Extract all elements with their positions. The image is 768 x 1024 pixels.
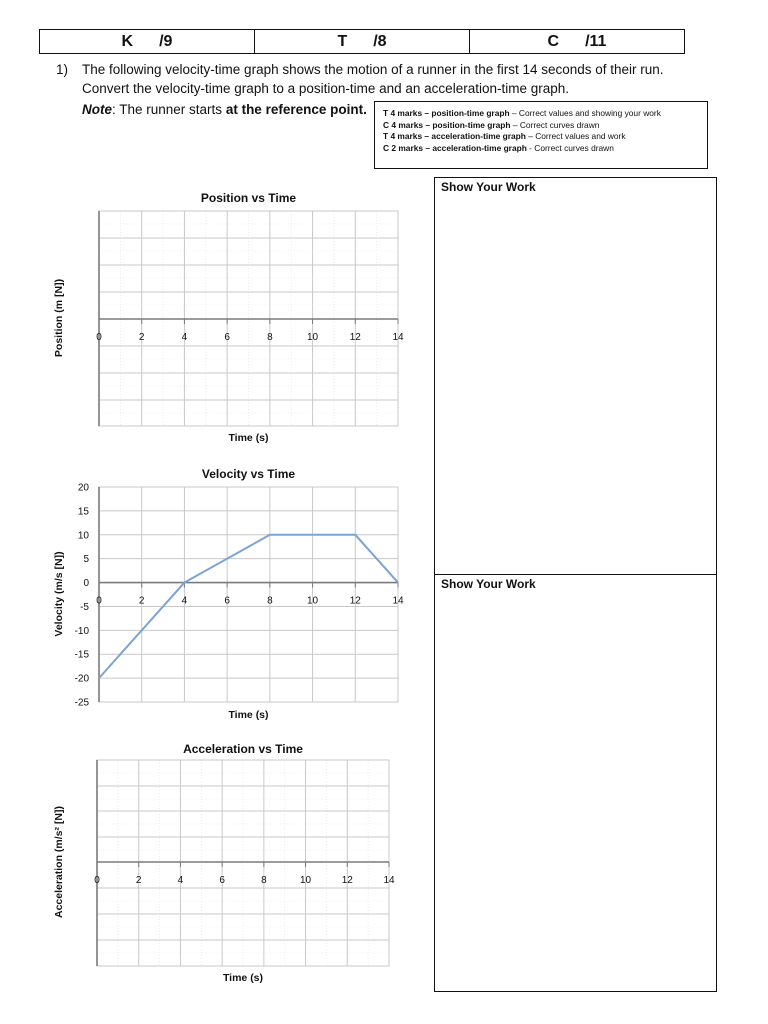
rubric-bold: T 4 marks – acceleration-time graph: [383, 131, 526, 141]
y-axis-label: Acceleration (m/s² [N]): [53, 805, 65, 919]
x-tick-label: 8: [261, 875, 267, 886]
x-tick-label: 10: [300, 875, 312, 886]
y-tick-label: 20: [77, 482, 89, 494]
chart-title: Velocity vs Time: [201, 467, 296, 481]
y-tick-label: 15: [77, 506, 89, 518]
y-tick-label: -15: [74, 649, 89, 661]
x-tick-label: 10: [307, 595, 319, 607]
plot-frame: [99, 487, 398, 702]
x-tick-label: 8: [267, 332, 273, 343]
rubric-text: - Correct curves drawn: [526, 142, 614, 153]
y-tick-label: -5: [80, 601, 89, 613]
x-tick-label: 2: [135, 875, 142, 886]
x-tick-label: 10: [307, 332, 319, 343]
rubric-bold: C 4 marks – position-time graph: [383, 119, 511, 130]
note-bold: at the reference point.: [225, 102, 367, 117]
rubric-text: – Correct values and work: [525, 131, 626, 141]
work-box-label: Show Your Work: [441, 577, 536, 591]
x-tick-label: 0: [94, 875, 100, 886]
rubric-text: – Correct values and showing your work: [509, 108, 661, 118]
y-tick-label: -25: [74, 697, 89, 709]
x-axis-label: Time (s): [222, 972, 264, 984]
x-tick-label: 8: [267, 595, 273, 607]
rubric-text: – Correct curves drawn: [510, 119, 600, 130]
y-tick-label: -20: [74, 673, 89, 685]
marks-c-letter: C: [547, 32, 560, 50]
x-tick-label: 12: [341, 875, 353, 886]
x-axis-label: Time (s): [228, 709, 269, 721]
x-tick-label: 4: [181, 595, 188, 607]
x-tick-label: 2: [138, 595, 145, 607]
x-tick-label: 0: [96, 595, 102, 607]
y-tick-label: 10: [77, 530, 89, 542]
y-tick-label: 5: [83, 554, 89, 566]
chart-title: Acceleration vs Time: [183, 742, 303, 756]
x-tick-label: 6: [224, 595, 230, 607]
x-tick-label: 0: [96, 332, 102, 343]
marks-t-score: /8: [373, 32, 387, 50]
x-tick-label: 6: [224, 332, 230, 343]
x-tick-label: 12: [349, 332, 361, 343]
x-tick-label: 12: [349, 595, 361, 607]
x-tick-label: 2: [138, 332, 145, 343]
marks-t-letter: T: [337, 32, 348, 50]
x-tick-label: 14: [392, 332, 404, 343]
note-label: Note: [82, 102, 112, 117]
chart-title: Position vs Time: [200, 191, 297, 205]
question-number: 1): [56, 62, 69, 77]
y-tick-label: 0: [83, 578, 89, 590]
x-tick-label: 4: [177, 875, 184, 886]
rubric-bold: C 2 marks – acceleration-time graph: [383, 142, 527, 153]
note-text: : The runner starts: [112, 102, 226, 117]
x-axis-label: Time (s): [228, 432, 269, 444]
question-text-1: The following velocity-time graph shows the motion of a runner in the first 14 seconds of their run.: [82, 62, 664, 77]
work-box-label: Show Your Work: [441, 180, 536, 194]
marks-c-score: /11: [585, 32, 607, 50]
marks-k-letter: K: [121, 32, 134, 50]
y-tick-label: -10: [74, 625, 89, 637]
y-axis-label: Velocity (m/s [N]): [53, 551, 65, 637]
x-tick-label: 14: [383, 875, 395, 886]
x-tick-label: 4: [181, 332, 188, 343]
x-tick-label: 14: [392, 595, 404, 607]
y-axis-label: Position (m [N]): [53, 278, 65, 358]
rubric-bold: T 4 marks – position-time graph: [383, 108, 510, 118]
x-tick-label: 6: [219, 875, 225, 886]
question-text-2: Convert the velocity-time graph to a position-time and an acceleration-time graph.: [82, 81, 569, 96]
marks-k-score: /9: [159, 32, 173, 50]
